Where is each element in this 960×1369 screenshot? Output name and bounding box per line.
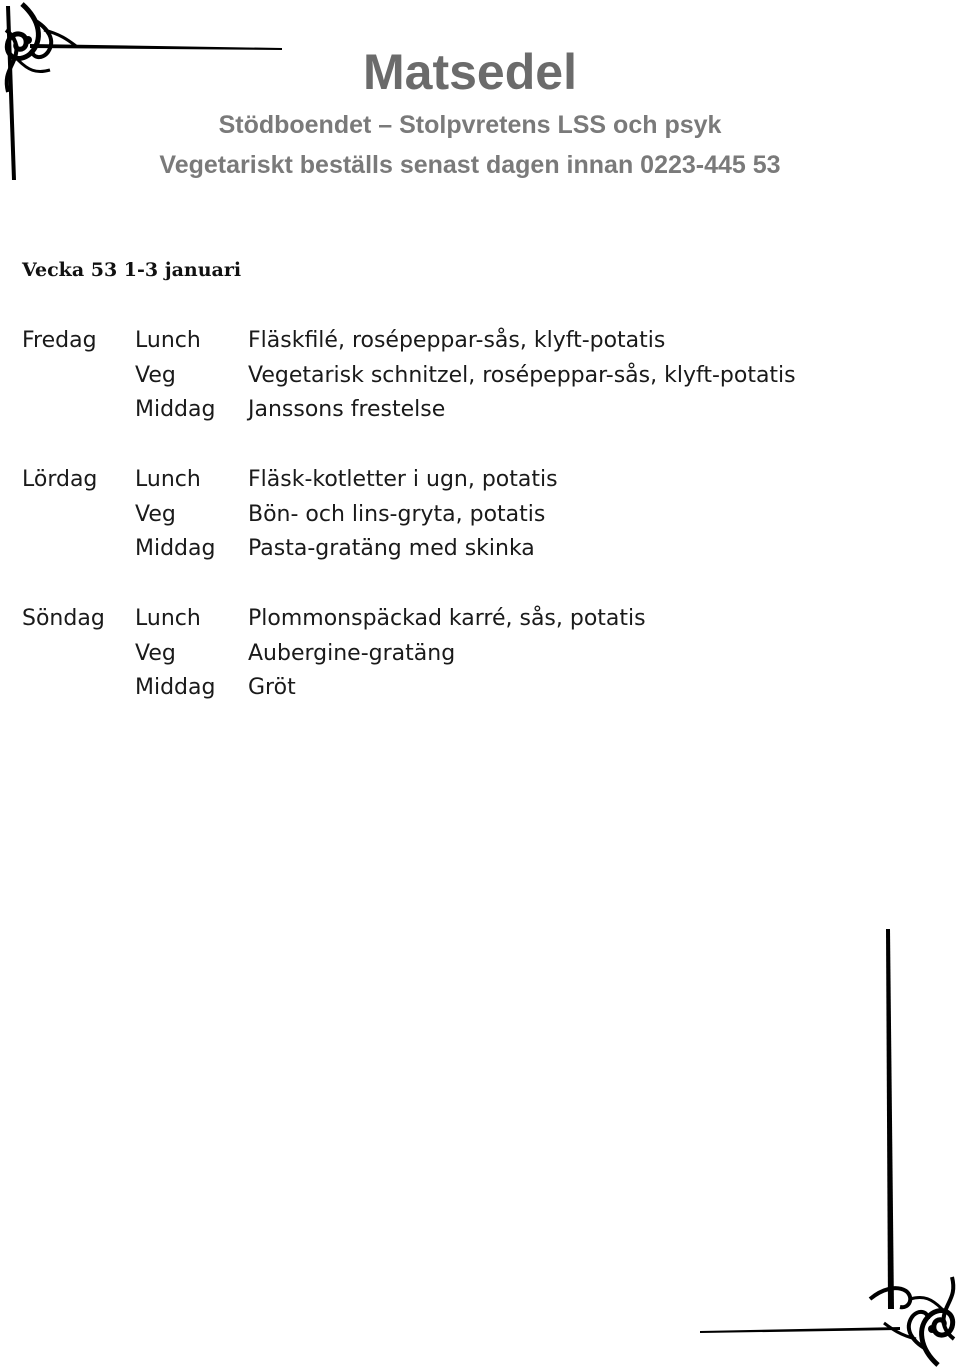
menu-row — [22, 462, 922, 497]
dish-text: Fläsk-kotletter i ugn, potatis — [248, 466, 558, 492]
day-label: Lördag — [22, 466, 98, 492]
subtitle-order-info: Vegetariskt beställs senast dagen innan 0223-445 53 — [159, 151, 781, 179]
dish-text: Gröt — [248, 675, 296, 701]
dish-text: Plommonspäckad karré, sås, potatis — [248, 605, 646, 631]
day-label: Söndag — [22, 605, 105, 631]
ornament-bottom-right-icon — [700, 929, 960, 1369]
dish-text: Janssons frestelse — [248, 397, 446, 423]
dish-text: Vegetarisk schnitzel, rosépeppar-sås, klyft-potatis — [248, 362, 796, 388]
meal-label: Veg — [135, 501, 176, 527]
meal-label: Middag — [135, 397, 216, 423]
menu-row — [22, 358, 922, 393]
page-title: Matsedel — [363, 44, 577, 100]
menu-row — [22, 601, 922, 636]
meal-label: Veg — [135, 640, 176, 666]
menu-row — [22, 497, 922, 532]
menu-row — [22, 392, 922, 427]
menu-row — [22, 531, 922, 566]
meal-label: Middag — [135, 675, 216, 701]
week-heading: Vecka 53 1-3 januari — [22, 259, 242, 281]
day-block-fredag — [22, 323, 922, 427]
dish-text: Aubergine-gratäng — [248, 640, 456, 666]
day-block-sondag — [22, 601, 922, 705]
menu-table — [22, 323, 922, 740]
dish-text: Fläskfilé, rosépeppar-sås, klyft-potatis — [248, 327, 666, 353]
dish-text: Pasta-gratäng med skinka — [248, 536, 535, 562]
dish-text: Bön- och lins-gryta, potatis — [248, 501, 546, 527]
meal-label: Middag — [135, 536, 216, 562]
day-label: Fredag — [22, 327, 97, 353]
menu-row — [22, 636, 922, 671]
meal-label: Lunch — [135, 466, 201, 492]
subtitle-organization: Stödboendet – Stolpvretens LSS och psyk — [218, 111, 722, 139]
menu-row — [22, 323, 922, 358]
menu-row — [22, 671, 922, 706]
meal-label: Lunch — [135, 605, 201, 631]
meal-label: Veg — [135, 362, 176, 388]
day-block-lordag — [22, 462, 922, 566]
meal-label: Lunch — [135, 327, 201, 353]
